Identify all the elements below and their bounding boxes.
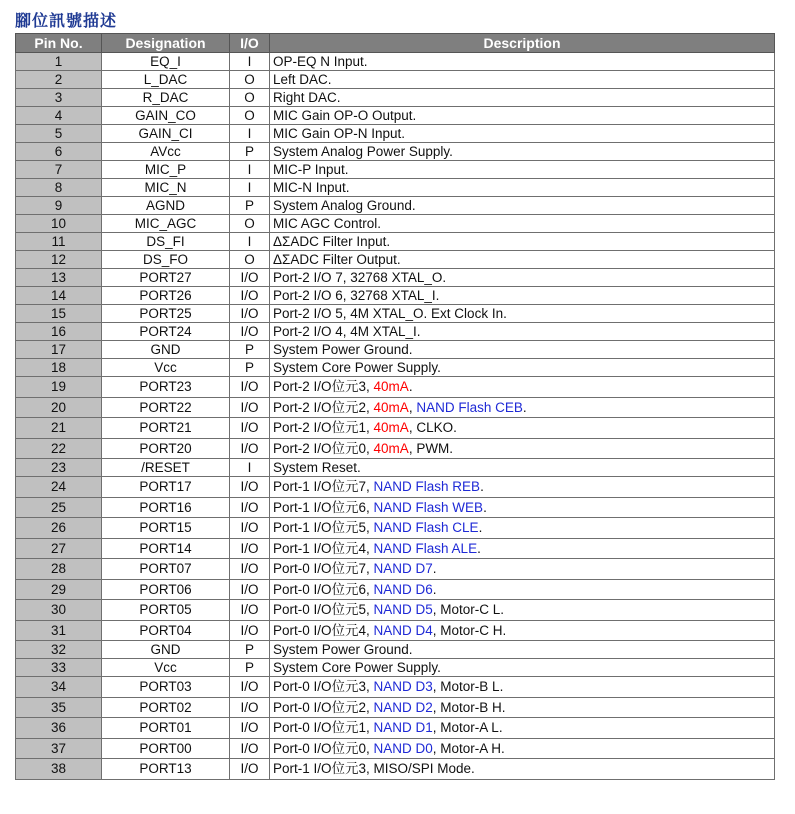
pin-number-cell: 38 — [16, 759, 102, 780]
table-row — [16, 323, 775, 341]
designation-cell: PORT23 — [102, 377, 230, 398]
table-row — [16, 718, 775, 739]
designation-cell: PORT02 — [102, 697, 230, 718]
description-text: Port-1 I/O位元4, — [273, 540, 374, 556]
page-title: 腳位訊號描述 — [15, 11, 118, 30]
highlighted-text: NAND Flash WEB — [373, 499, 484, 515]
pin-number-cell: 33 — [16, 659, 102, 677]
designation-cell: PORT05 — [102, 600, 230, 621]
description-cell — [270, 438, 775, 459]
table-row — [16, 215, 775, 233]
designation-cell: AGND — [102, 197, 230, 215]
io-type-cell: P — [230, 143, 270, 161]
description-cell — [270, 697, 775, 718]
io-type-cell: I/O — [230, 287, 270, 305]
pin-number-cell: 12 — [16, 251, 102, 269]
io-type-cell: I — [230, 233, 270, 251]
description-cell — [270, 759, 775, 780]
pin-number-cell: 18 — [16, 359, 102, 377]
io-type-cell: P — [230, 197, 270, 215]
table-row — [16, 161, 775, 179]
pin-number-cell: 37 — [16, 738, 102, 759]
description-text: System Core Power Supply. — [273, 360, 441, 375]
table-row — [16, 287, 775, 305]
description-cell — [270, 89, 775, 107]
table-row — [16, 620, 775, 641]
description-cell — [270, 269, 775, 287]
pin-number-cell: 3 — [16, 89, 102, 107]
description-text: Port-2 I/O 6, 32768 XTAL_I. — [273, 288, 440, 303]
io-type-cell: I/O — [230, 620, 270, 641]
description-text: System Analog Power Supply. — [273, 144, 453, 159]
description-text: Port-2 I/O 7, 32768 XTAL_O. — [273, 270, 447, 285]
designation-cell: MIC_AGC — [102, 215, 230, 233]
description-cell — [270, 538, 775, 559]
description-text: Port-0 I/O位元0, — [273, 740, 374, 756]
highlighted-text: 40mA — [373, 420, 409, 435]
designation-cell: PORT03 — [102, 677, 230, 698]
description-cell — [270, 161, 775, 179]
designation-cell: R_DAC — [102, 89, 230, 107]
io-type-cell: I/O — [230, 323, 270, 341]
pin-number-cell: 20 — [16, 397, 102, 418]
io-type-cell: P — [230, 341, 270, 359]
description-text: , Motor-B L. — [432, 679, 504, 694]
designation-cell: Vcc — [102, 359, 230, 377]
pin-number-cell: 27 — [16, 538, 102, 559]
pin-number-cell: 11 — [16, 233, 102, 251]
description-text: . — [432, 581, 437, 597]
table-row — [16, 197, 775, 215]
io-type-cell: I/O — [230, 397, 270, 418]
table-row — [16, 677, 775, 698]
table-row — [16, 305, 775, 323]
table-row — [16, 438, 775, 459]
header-designation: Designation — [102, 34, 230, 53]
description-text: , Motor-C L. — [432, 602, 505, 617]
table-body — [16, 53, 775, 780]
table-row — [16, 518, 775, 539]
highlighted-text: 40mA — [373, 399, 409, 415]
pin-number-cell: 17 — [16, 341, 102, 359]
description-cell — [270, 397, 775, 418]
description-text: , Motor-A L. — [432, 720, 503, 735]
io-type-cell: I/O — [230, 759, 270, 780]
io-type-cell: I — [230, 125, 270, 143]
description-cell — [270, 738, 775, 759]
description-cell — [270, 600, 775, 621]
highlighted-text: NAND Flash ALE — [373, 540, 478, 556]
designation-cell: MIC_N — [102, 179, 230, 197]
table-row — [16, 71, 775, 89]
description-text: MIC AGC Control. — [273, 216, 382, 231]
table-row — [16, 641, 775, 659]
table-row — [16, 497, 775, 518]
pin-number-cell: 13 — [16, 269, 102, 287]
io-type-cell: P — [230, 641, 270, 659]
designation-cell: PORT27 — [102, 269, 230, 287]
designation-cell: PORT13 — [102, 759, 230, 780]
description-text: System Power Ground. — [273, 642, 413, 657]
description-cell — [270, 477, 775, 498]
description-text: Port-0 I/O位元3, — [273, 679, 374, 694]
description-text: , CLKO. — [408, 420, 457, 435]
io-type-cell: I/O — [230, 269, 270, 287]
io-type-cell: P — [230, 659, 270, 677]
io-type-cell: I — [230, 459, 270, 477]
description-text: System Core Power Supply. — [273, 660, 441, 675]
description-text: . — [522, 399, 527, 415]
table-row — [16, 107, 775, 125]
pin-description-table — [15, 33, 775, 780]
pin-number-cell: 10 — [16, 215, 102, 233]
designation-cell: Vcc — [102, 659, 230, 677]
description-cell — [270, 287, 775, 305]
highlighted-text: NAND Flash REB — [373, 479, 481, 494]
description-cell — [270, 559, 775, 580]
description-text: MIC Gain OP-N Input. — [273, 126, 406, 141]
description-text: Port-0 I/O位元4, — [273, 622, 374, 638]
description-text: Port-0 I/O位元6, — [273, 581, 374, 597]
pin-number-cell: 36 — [16, 718, 102, 739]
pin-number-cell: 14 — [16, 287, 102, 305]
designation-cell: GAIN_CO — [102, 107, 230, 125]
table-row — [16, 418, 775, 439]
pin-number-cell: 23 — [16, 459, 102, 477]
highlighted-text: NAND D3 — [373, 679, 433, 694]
designation-cell: PORT01 — [102, 718, 230, 739]
pin-number-cell: 1 — [16, 53, 102, 71]
description-text: MIC-P Input. — [273, 162, 349, 177]
description-text: Port-2 I/O位元1, — [273, 420, 374, 435]
pin-number-cell: 19 — [16, 377, 102, 398]
designation-cell: L_DAC — [102, 71, 230, 89]
description-text: , PWM. — [408, 440, 454, 456]
highlighted-text: NAND D7 — [373, 561, 433, 576]
pin-number-cell: 26 — [16, 518, 102, 539]
highlighted-text: NAND D4 — [373, 622, 433, 638]
designation-cell: PORT20 — [102, 438, 230, 459]
description-cell — [270, 579, 775, 600]
designation-cell: PORT06 — [102, 579, 230, 600]
description-text: MIC Gain OP-O Output. — [273, 108, 417, 123]
description-cell — [270, 53, 775, 71]
header-description: Description — [270, 34, 775, 53]
io-type-cell: I/O — [230, 418, 270, 439]
description-text: Left DAC. — [273, 72, 332, 87]
pin-number-cell: 9 — [16, 197, 102, 215]
io-type-cell: I/O — [230, 559, 270, 580]
io-type-cell: O — [230, 251, 270, 269]
table-row — [16, 600, 775, 621]
description-cell — [270, 215, 775, 233]
table-row — [16, 269, 775, 287]
description-cell — [270, 659, 775, 677]
description-cell — [270, 497, 775, 518]
description-text: , Motor-B H. — [432, 699, 506, 715]
io-type-cell: O — [230, 215, 270, 233]
pin-number-cell: 24 — [16, 477, 102, 498]
table-row — [16, 538, 775, 559]
pin-number-cell: 7 — [16, 161, 102, 179]
description-cell — [270, 179, 775, 197]
table-row — [16, 559, 775, 580]
table-row — [16, 89, 775, 107]
table-row — [16, 738, 775, 759]
pin-number-cell: 34 — [16, 677, 102, 698]
description-cell — [270, 197, 775, 215]
pin-number-cell: 22 — [16, 438, 102, 459]
description-text: Port-0 I/O位元2, — [273, 699, 374, 715]
io-type-cell: I/O — [230, 677, 270, 698]
description-text: , Motor-C H. — [432, 622, 507, 638]
highlighted-text: NAND D2 — [373, 699, 433, 715]
table-row — [16, 759, 775, 780]
description-text: Port-2 I/O 5, 4M XTAL_O. Ext Clock In. — [273, 306, 507, 321]
description-text: ΔΣADC Filter Output. — [273, 252, 401, 267]
table-row — [16, 53, 775, 71]
io-type-cell: I/O — [230, 438, 270, 459]
description-text: Port-1 I/O位元6, — [273, 499, 374, 515]
table-row — [16, 341, 775, 359]
description-cell — [270, 233, 775, 251]
description-cell — [270, 359, 775, 377]
description-text: . — [432, 561, 437, 576]
description-cell — [270, 305, 775, 323]
description-text: MIC-N Input. — [273, 180, 350, 195]
designation-cell: PORT26 — [102, 287, 230, 305]
pin-number-cell: 28 — [16, 559, 102, 580]
description-text: . — [483, 499, 487, 515]
designation-cell: GND — [102, 641, 230, 659]
description-cell — [270, 107, 775, 125]
designation-cell: PORT14 — [102, 538, 230, 559]
highlighted-text: NAND D1 — [373, 720, 433, 735]
description-text: , — [408, 399, 417, 415]
io-type-cell: I — [230, 53, 270, 71]
pin-number-cell: 29 — [16, 579, 102, 600]
description-cell — [270, 620, 775, 641]
designation-cell: /RESET — [102, 459, 230, 477]
io-type-cell: I/O — [230, 718, 270, 739]
designation-cell: DS_FO — [102, 251, 230, 269]
description-text: Port-2 I/O 4, 4M XTAL_I. — [273, 324, 421, 339]
highlighted-text: NAND D6 — [373, 581, 433, 597]
io-type-cell: I/O — [230, 697, 270, 718]
designation-cell: MIC_P — [102, 161, 230, 179]
io-type-cell: I/O — [230, 600, 270, 621]
description-text: Port-0 I/O位元1, — [273, 720, 374, 735]
description-text: Port-2 I/O位元2, — [273, 399, 374, 415]
description-text: , Motor-A H. — [432, 740, 505, 756]
io-type-cell: I/O — [230, 377, 270, 398]
io-type-cell: I/O — [230, 738, 270, 759]
designation-cell: PORT17 — [102, 477, 230, 498]
table-row — [16, 377, 775, 398]
description-text: OP-EQ N Input. — [273, 54, 368, 69]
pin-number-cell: 35 — [16, 697, 102, 718]
designation-cell: PORT25 — [102, 305, 230, 323]
description-text: Port-2 I/O位元0, — [273, 440, 374, 456]
table-row — [16, 125, 775, 143]
table-row — [16, 697, 775, 718]
designation-cell: PORT07 — [102, 559, 230, 580]
highlighted-text: 40mA — [373, 379, 409, 394]
description-text: . — [408, 379, 413, 394]
pin-number-cell: 5 — [16, 125, 102, 143]
pin-number-cell: 6 — [16, 143, 102, 161]
designation-cell: PORT21 — [102, 418, 230, 439]
description-cell — [270, 518, 775, 539]
designation-cell: PORT04 — [102, 620, 230, 641]
io-type-cell: I/O — [230, 538, 270, 559]
io-type-cell: I/O — [230, 305, 270, 323]
description-text: Port-2 I/O位元3, — [273, 379, 374, 394]
highlighted-text: NAND D0 — [373, 740, 433, 756]
header-io: I/O — [230, 34, 270, 53]
pin-number-cell: 2 — [16, 71, 102, 89]
io-type-cell: P — [230, 359, 270, 377]
io-type-cell: O — [230, 89, 270, 107]
description-text: ΔΣADC Filter Input. — [273, 234, 391, 249]
description-cell — [270, 718, 775, 739]
io-type-cell: O — [230, 71, 270, 89]
description-cell — [270, 677, 775, 698]
pin-number-cell: 32 — [16, 641, 102, 659]
description-cell — [270, 641, 775, 659]
description-cell — [270, 377, 775, 398]
description-text: Right DAC. — [273, 90, 341, 105]
pin-number-cell: 15 — [16, 305, 102, 323]
designation-cell: PORT22 — [102, 397, 230, 418]
header-row — [16, 34, 775, 53]
pin-number-cell: 21 — [16, 418, 102, 439]
description-text: System Reset. — [273, 460, 361, 475]
io-type-cell: I — [230, 179, 270, 197]
designation-cell: GND — [102, 341, 230, 359]
description-text: Port-0 I/O位元5, — [273, 602, 374, 617]
header-pin-no: Pin No. — [16, 34, 102, 53]
designation-cell: PORT15 — [102, 518, 230, 539]
description-cell — [270, 125, 775, 143]
description-text: Port-0 I/O位元7, — [273, 561, 374, 576]
pin-number-cell: 8 — [16, 179, 102, 197]
table-row — [16, 143, 775, 161]
table-row — [16, 659, 775, 677]
io-type-cell: I/O — [230, 518, 270, 539]
highlighted-text: 40mA — [373, 440, 409, 456]
description-text: . — [477, 540, 481, 556]
description-cell — [270, 418, 775, 439]
io-type-cell: I/O — [230, 497, 270, 518]
highlighted-text: NAND D5 — [373, 602, 433, 617]
table-row — [16, 397, 775, 418]
description-cell — [270, 459, 775, 477]
pin-number-cell: 31 — [16, 620, 102, 641]
table-row — [16, 179, 775, 197]
description-text: Port-1 I/O位元7, — [273, 479, 374, 494]
io-type-cell: I — [230, 161, 270, 179]
pin-number-cell: 25 — [16, 497, 102, 518]
description-text: . — [478, 520, 483, 535]
designation-cell: EQ_I — [102, 53, 230, 71]
table-row — [16, 459, 775, 477]
description-cell — [270, 143, 775, 161]
designation-cell: AVcc — [102, 143, 230, 161]
highlighted-text: NAND Flash CLE — [373, 520, 479, 535]
description-text: Port-1 I/O位元5, — [273, 520, 374, 535]
table-row — [16, 251, 775, 269]
designation-cell: PORT24 — [102, 323, 230, 341]
description-cell — [270, 251, 775, 269]
designation-cell: GAIN_CI — [102, 125, 230, 143]
description-cell — [270, 71, 775, 89]
table-row — [16, 233, 775, 251]
io-type-cell: O — [230, 107, 270, 125]
pin-number-cell: 4 — [16, 107, 102, 125]
io-type-cell: I/O — [230, 477, 270, 498]
description-text: . — [480, 479, 484, 494]
description-cell — [270, 341, 775, 359]
pin-number-cell: 30 — [16, 600, 102, 621]
io-type-cell: I/O — [230, 579, 270, 600]
highlighted-text: NAND Flash CEB — [416, 399, 523, 415]
designation-cell: PORT00 — [102, 738, 230, 759]
description-text: Port-1 I/O位元3, MISO/SPI Mode. — [273, 761, 475, 776]
table-row — [16, 359, 775, 377]
table-row — [16, 579, 775, 600]
pin-number-cell: 16 — [16, 323, 102, 341]
designation-cell: PORT16 — [102, 497, 230, 518]
table-row — [16, 477, 775, 498]
designation-cell: DS_FI — [102, 233, 230, 251]
description-text: System Analog Ground. — [273, 198, 416, 213]
description-cell — [270, 323, 775, 341]
description-text: System Power Ground. — [273, 342, 413, 357]
